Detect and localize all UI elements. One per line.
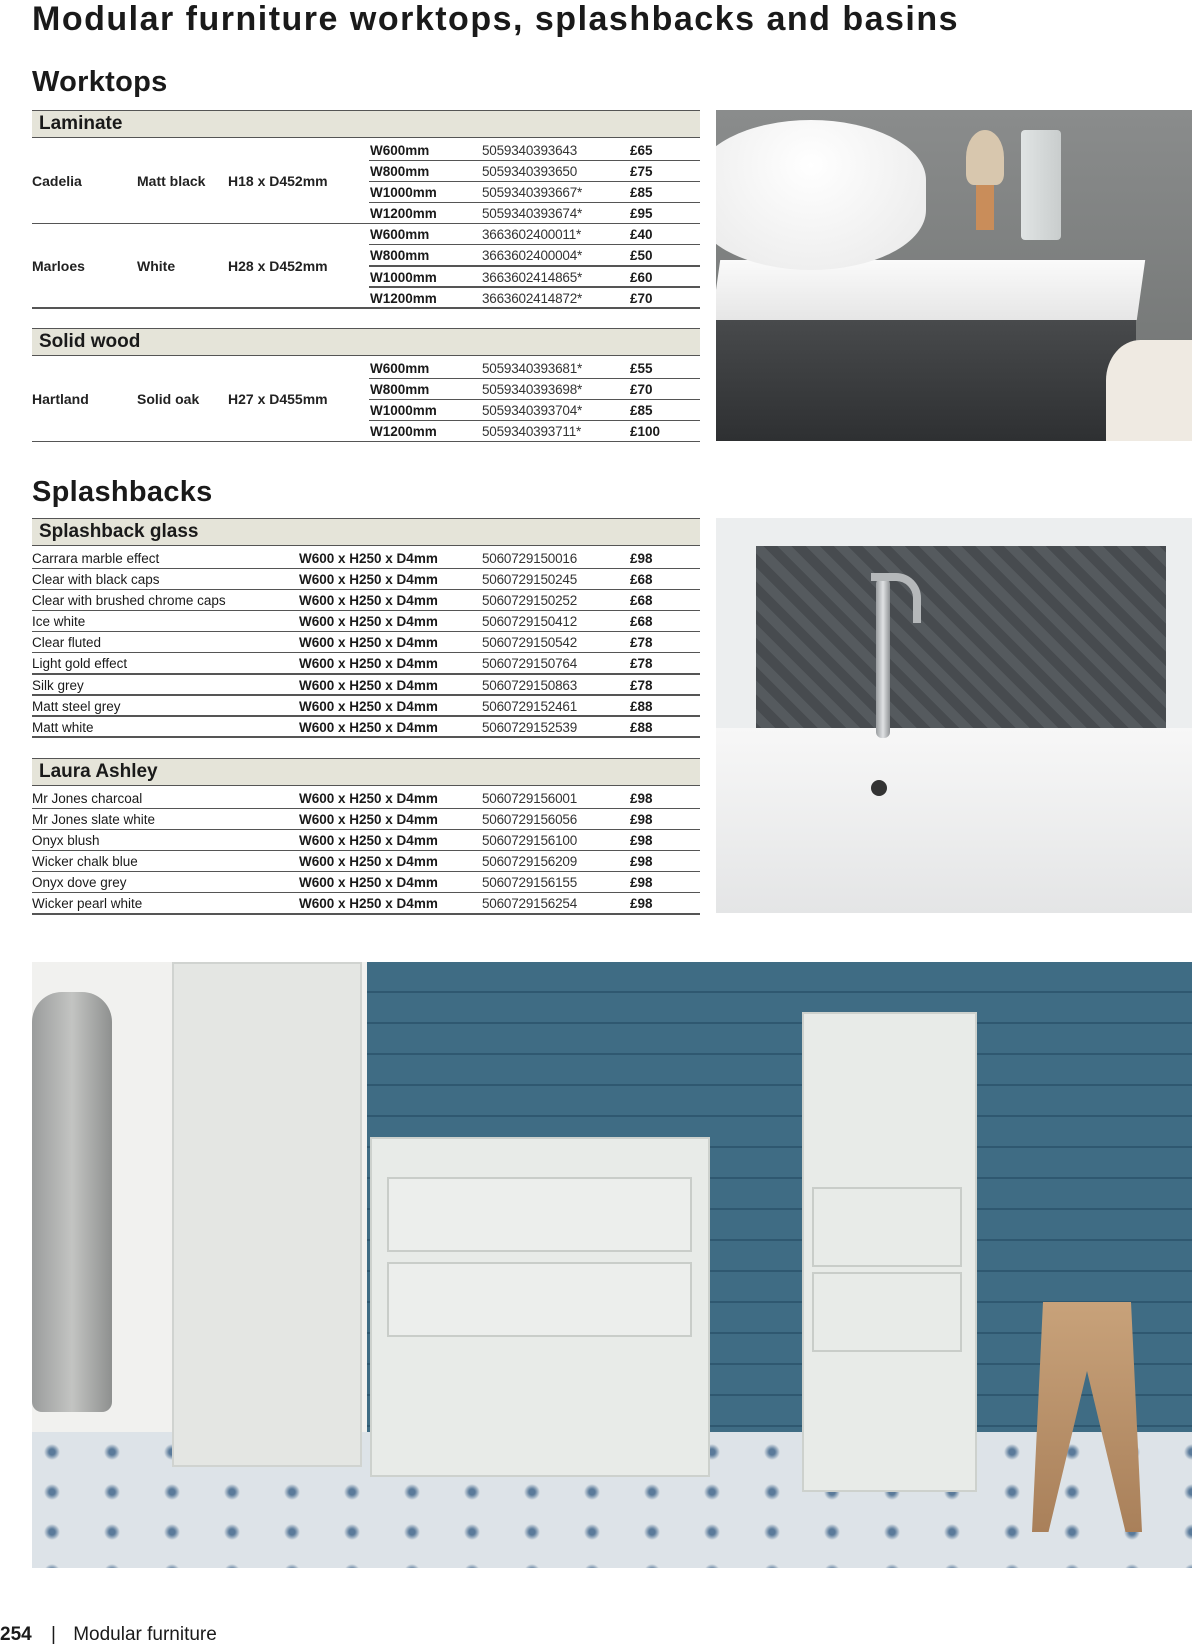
width-cell: W800mm	[370, 382, 430, 398]
width-cell: W1200mm	[370, 290, 437, 306]
table-row	[32, 140, 700, 161]
ean-cell: 5060729152461	[482, 698, 578, 714]
table-row	[32, 788, 700, 809]
ean-cell: 3663602414872*	[482, 290, 583, 306]
name-cell: Mr Jones slate white	[32, 812, 156, 828]
product-dimensions: H27 x D455mm	[228, 391, 328, 408]
ean-cell: 5059340393643	[482, 143, 578, 158]
width-cell: W1000mm	[370, 403, 437, 419]
footer-separator: |	[50, 1624, 56, 1645]
price-cell: £98	[630, 896, 653, 912]
price-cell: £78	[630, 635, 653, 651]
ean-cell: 5059340393698*	[482, 382, 583, 398]
product-name: Marloes	[32, 257, 85, 274]
name-cell: Onyx dove grey	[32, 875, 127, 891]
laura-ashley-table	[32, 788, 700, 915]
price-cell: £100	[630, 424, 661, 440]
price-cell: £55	[630, 361, 653, 376]
ean-cell: 5059340393667*	[482, 185, 583, 201]
bathroom-scene-photo	[32, 962, 1192, 1568]
ean-cell: 5060729156100	[482, 833, 578, 849]
dimensions-cell: W600 x H250 x D4mm	[299, 551, 438, 566]
dimensions-cell: W600 x H250 x D4mm	[299, 719, 438, 735]
product-name: Hartland	[32, 391, 89, 408]
product-finish: Solid oak	[137, 391, 200, 408]
table-row	[32, 224, 700, 245]
price-cell: £75	[630, 164, 653, 180]
ean-cell: 5060729150245	[482, 572, 578, 588]
price-cell: £88	[630, 698, 653, 714]
width-cell: W600mm	[370, 361, 430, 376]
ean-cell: 5059340393681*	[482, 361, 583, 376]
name-cell: Silk grey	[32, 677, 84, 693]
ean-cell: 5059340393704*	[482, 403, 583, 419]
price-cell: £98	[630, 551, 653, 566]
table-row	[32, 872, 700, 893]
ean-cell: 5059340393674*	[482, 206, 583, 222]
product-group	[32, 224, 700, 308]
ean-cell: 3663602400011*	[482, 227, 582, 243]
ean-cell: 5060729156254	[482, 896, 578, 912]
row-divider	[32, 307, 700, 309]
dimensions-cell: W600 x H250 x D4mm	[299, 572, 438, 588]
dimensions-cell: W600 x H250 x D4mm	[299, 896, 438, 912]
price-cell: £98	[630, 791, 653, 806]
price-cell: £60	[630, 269, 653, 285]
table-row	[32, 653, 700, 674]
table-row	[32, 245, 700, 266]
name-cell: Clear with brushed chrome caps	[32, 593, 226, 609]
product-group	[32, 140, 700, 224]
price-cell: £98	[630, 854, 653, 870]
name-cell: Mr Jones charcoal	[32, 791, 143, 806]
splashback-photo	[716, 518, 1192, 913]
name-cell: Matt steel grey	[32, 698, 121, 714]
price-cell: £78	[630, 656, 653, 672]
table-row	[32, 358, 700, 379]
table-row	[32, 893, 700, 914]
table-row	[32, 182, 700, 203]
dimensions-cell: W600 x H250 x D4mm	[299, 875, 438, 891]
table-row	[32, 400, 700, 421]
product-name: Cadelia	[32, 173, 82, 190]
ean-cell: 5059340393711*	[482, 424, 582, 440]
page-footer	[0, 1624, 217, 1646]
dimensions-cell: W600 x H250 x D4mm	[299, 791, 438, 806]
price-cell: £68	[630, 614, 653, 630]
section-name: Modular furniture	[73, 1624, 217, 1645]
table-row	[32, 421, 700, 442]
row-divider	[32, 913, 700, 915]
price-cell: £40	[630, 227, 653, 243]
ean-cell: 5059340393650	[482, 164, 578, 180]
ean-cell: 5060729150252	[482, 593, 578, 609]
ean-cell: 3663602400004*	[482, 248, 583, 264]
ean-cell: 5060729156001	[482, 791, 578, 806]
dimensions-cell: W600 x H250 x D4mm	[299, 812, 438, 828]
product-dimensions: H28 x D452mm	[228, 257, 328, 274]
ean-cell: 5060729150412	[482, 614, 578, 630]
ean-cell: 5060729156155	[482, 875, 578, 891]
price-cell: £68	[630, 572, 653, 588]
table-row	[32, 569, 700, 590]
solid-wood-header: Solid wood	[32, 328, 700, 356]
price-cell: £65	[630, 143, 653, 158]
table-row	[32, 288, 700, 309]
name-cell: Carrara marble effect	[32, 551, 160, 566]
row-divider	[32, 736, 700, 738]
dimensions-cell: W600 x H250 x D4mm	[299, 635, 438, 651]
price-cell: £85	[630, 403, 653, 419]
name-cell: Light gold effect	[32, 656, 128, 672]
table-row	[32, 548, 700, 569]
table-row	[32, 830, 700, 851]
width-cell: W1200mm	[370, 206, 437, 222]
page-number: 254	[0, 1624, 32, 1645]
name-cell: Clear with black caps	[32, 572, 160, 588]
table-row	[32, 267, 700, 288]
ean-cell: 5060729150016	[482, 551, 578, 566]
name-cell: Wicker pearl white	[32, 896, 143, 912]
width-cell: W600mm	[370, 143, 430, 158]
price-cell: £50	[630, 248, 653, 264]
width-cell: W1000mm	[370, 185, 437, 201]
dimensions-cell: W600 x H250 x D4mm	[299, 593, 438, 609]
name-cell: Onyx blush	[32, 833, 100, 849]
product-group	[32, 358, 700, 442]
table-row	[32, 590, 700, 611]
name-cell: Matt white	[32, 719, 94, 735]
dimensions-cell: W600 x H250 x D4mm	[299, 614, 438, 630]
ean-cell: 5060729150542	[482, 635, 578, 651]
table-row	[32, 632, 700, 653]
price-cell: £70	[630, 382, 653, 398]
price-cell: £85	[630, 185, 653, 201]
width-cell: W800mm	[370, 164, 430, 180]
ean-cell: 5060729156056	[482, 812, 578, 828]
dimensions-cell: W600 x H250 x D4mm	[299, 698, 438, 714]
product-finish: White	[137, 257, 176, 274]
product-dimensions: H18 x D452mm	[228, 173, 328, 190]
worktops-heading: Worktops	[32, 66, 168, 98]
ean-cell: 5060729152539	[482, 719, 578, 735]
width-cell: W800mm	[370, 248, 430, 264]
splashback-glass-header: Splashback glass	[32, 518, 700, 546]
ean-cell: 3663602414865*	[482, 269, 583, 285]
worktop-photo	[716, 110, 1192, 441]
table-row	[32, 611, 700, 632]
price-cell: £98	[630, 812, 653, 828]
price-cell: £88	[630, 719, 653, 735]
product-finish: Matt black	[137, 173, 206, 190]
ean-cell: 5060729150764	[482, 656, 578, 672]
dimensions-cell: W600 x H250 x D4mm	[299, 833, 438, 849]
table-row	[32, 675, 700, 696]
table-row	[32, 161, 700, 182]
dimensions-cell: W600 x H250 x D4mm	[299, 854, 438, 870]
name-cell: Clear fluted	[32, 635, 102, 651]
width-cell: W600mm	[370, 227, 430, 243]
ean-cell: 5060729156209	[482, 854, 578, 870]
price-cell: £95	[630, 206, 653, 222]
laminate-header: Laminate	[32, 110, 700, 138]
table-row	[32, 851, 700, 872]
page-title: Modular furniture worktops, splashbacks and basins	[32, 0, 960, 38]
name-cell: Ice white	[32, 614, 86, 630]
table-row	[32, 379, 700, 400]
ean-cell: 5060729150863	[482, 677, 578, 693]
price-cell: £70	[630, 290, 653, 306]
width-cell: W1200mm	[370, 424, 437, 440]
price-cell: £78	[630, 677, 653, 693]
splashback-glass-table	[32, 548, 700, 738]
table-row	[32, 203, 700, 224]
width-cell: W1000mm	[370, 269, 437, 285]
dimensions-cell: W600 x H250 x D4mm	[299, 677, 438, 693]
table-row	[32, 809, 700, 830]
price-cell: £98	[630, 833, 653, 849]
row-divider	[32, 441, 700, 443]
dimensions-cell: W600 x H250 x D4mm	[299, 656, 438, 672]
table-row	[32, 696, 700, 717]
price-cell: £68	[630, 593, 653, 609]
name-cell: Wicker chalk blue	[32, 854, 138, 870]
table-row	[32, 717, 700, 738]
splashbacks-heading: Splashbacks	[32, 476, 213, 508]
price-cell: £98	[630, 875, 653, 891]
laura-ashley-header: Laura Ashley	[32, 758, 700, 786]
